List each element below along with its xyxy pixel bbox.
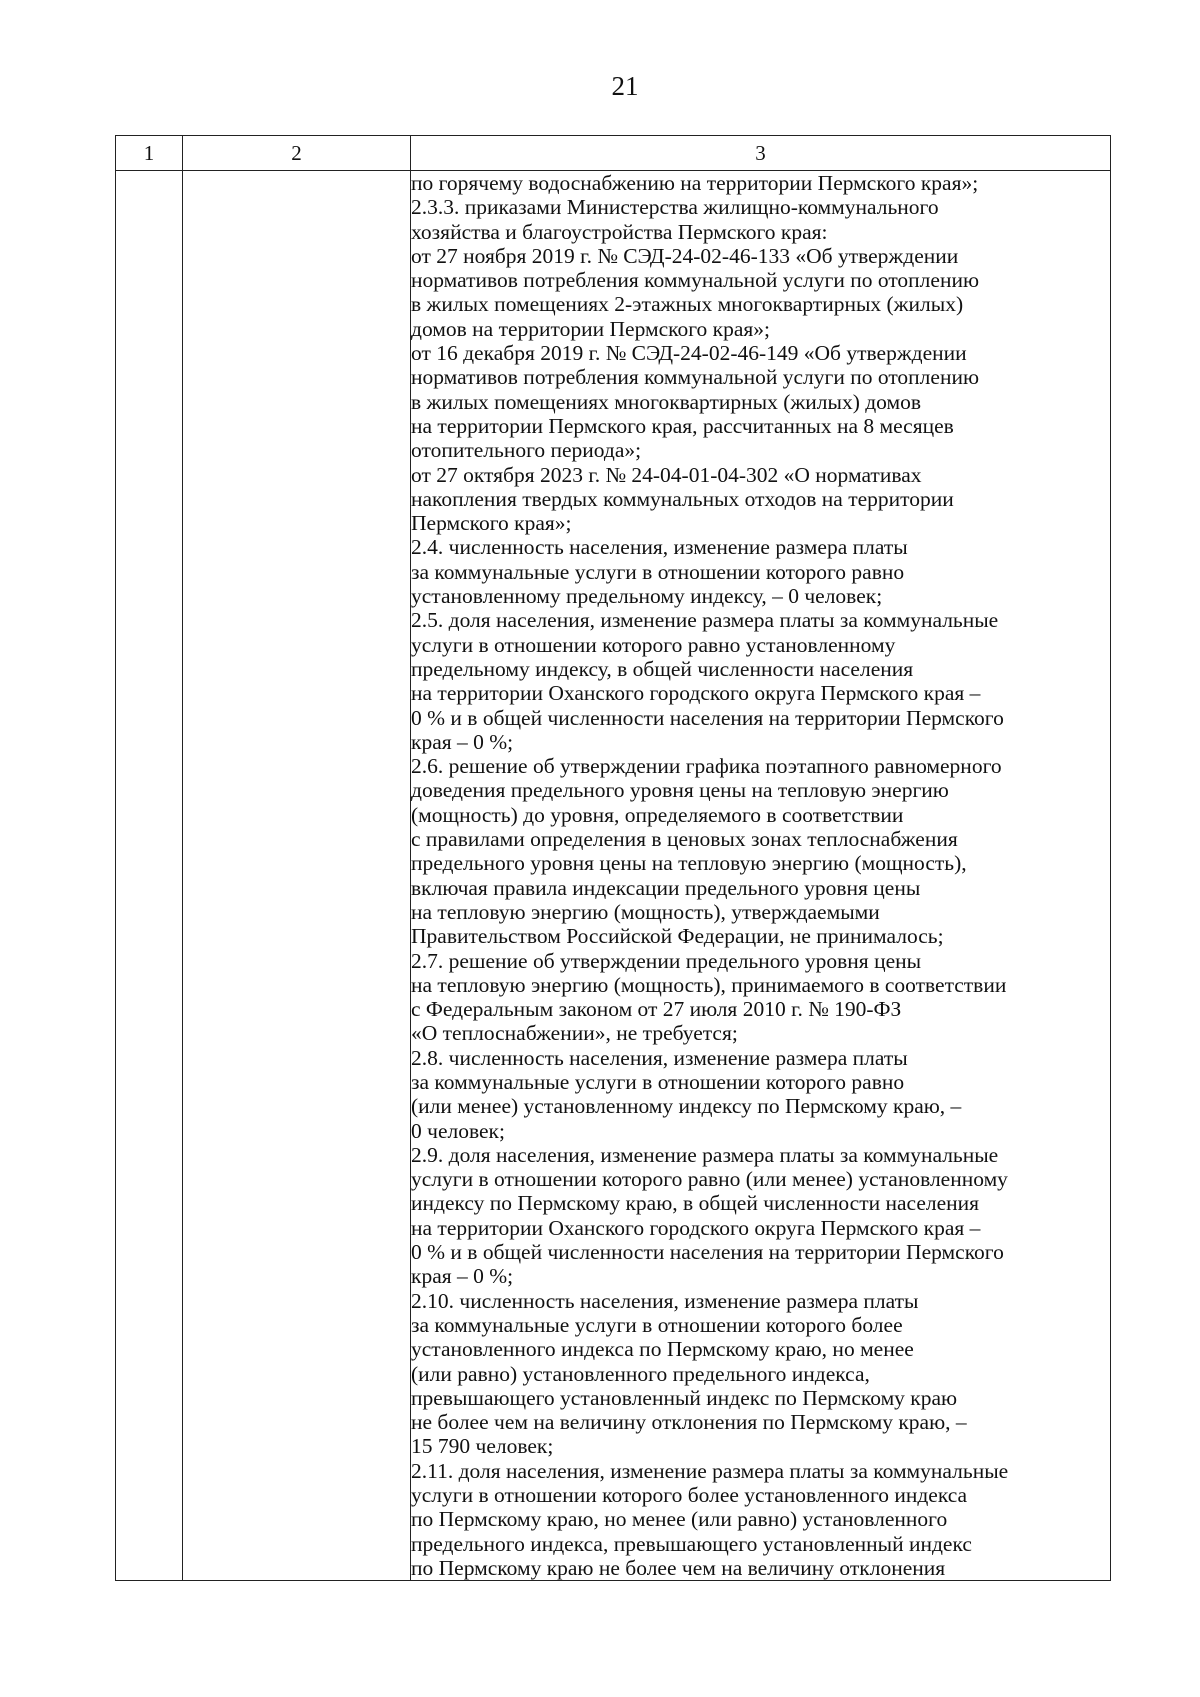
text-line: услуги в отношении которого равно установленному [411,632,896,657]
text-line: по Пермскому краю, но менее (или равно) установленного [411,1507,948,1532]
text-line: 15 790 человек; [411,1434,554,1459]
text-line: за коммунальные услуги в отношении которого равно [411,1069,905,1094]
column-header-3: 3 [411,136,1111,171]
text-line: Пермского края»; [411,511,572,536]
text-line: 2.11. доля населения, изменение размера платы за коммунальные [411,1458,1009,1483]
text-line: 0 % и в общей численности населения на территории Пермского [411,1240,1004,1265]
text-line: с правилами определения в ценовых зонах теплоснабжения [411,827,958,852]
table-row [116,171,1111,1581]
text-line: по Пермскому краю не более чем на величину отклонения [411,1555,946,1580]
text-line: 0 % и в общей численности населения на территории Пермского [411,705,1004,730]
column-3-text [411,171,1110,1580]
column-header-1: 1 [116,136,183,171]
text-line: индексу по Пермскому краю, в общей численности населения [411,1191,980,1216]
text-line: превышающего установленный индекс по Пермскому краю [411,1385,958,1410]
page-number: 21 [611,71,639,101]
column-3-cell [411,171,1111,1581]
text-line: 2.4. численность населения, изменение размера платы [411,535,908,560]
text-line: края – 0 %; [411,729,514,754]
text-line: на тепловую энергию (мощность), принимаемого в соответствии [411,972,1007,997]
text-line: на территории Оханского городского округа Пермского края – [411,681,981,706]
text-line: услуги в отношении которого более установленного индекса [411,1483,968,1508]
text-line: от 16 декабря 2019 г. № СЭД-24-02-46-149 «Об утверждении [411,341,967,366]
table-header-row [116,136,1111,171]
text-line: (мощность) до уровня, определяемого в соответствии [411,802,904,827]
text-line: 2.3.3. приказами Министерства жилищно-коммунального [411,195,939,220]
text-line: в жилых помещениях многоквартирных (жилых) домов [411,389,922,414]
text-line: предельному индексу, в общей численности населения [411,656,914,681]
text-line: за коммунальные услуги в отношении которого более [411,1312,903,1337]
column-2-cell [183,171,411,1581]
text-line: в жилых помещениях 2-этажных многоквартирных (жилых) [411,292,964,317]
text-line: от 27 октября 2023 г. № 24-04-01-04-302 «О нормативах [411,462,922,487]
text-line: 2.7. решение об утверждении предельного уровня цены [411,948,922,973]
text-line: отопительного периода»; [411,438,642,463]
text-line: 2.8. численность населения, изменение размера платы [411,1045,908,1070]
text-line: установленного индекса по Пермскому краю, но менее [411,1337,914,1362]
text-line: 0 человек; [411,1118,505,1143]
text-line: на тепловую энергию (мощность), утверждаемыми [411,899,880,924]
text-line: предельного индекса, превышающего установленный индекс [411,1531,972,1556]
text-line: нормативов потребления коммунальной услуги по отоплению [411,268,980,293]
text-line: на территории Пермского края, рассчитанных на 8 месяцев [411,413,954,438]
text-line: на территории Оханского городского округа Пермского края – [411,1215,981,1240]
text-line: включая правила индексации предельного уровня цены [411,875,921,900]
text-line: услуги в отношении которого равно (или менее) установленному [411,1167,1008,1192]
text-line: нормативов потребления коммунальной услуги по отоплению [411,365,980,390]
text-line: 2.9. доля населения, изменение размера платы за коммунальные [411,1142,999,1167]
text-line: домов на территории Пермского края»; [411,316,771,341]
text-line: по горячему водоснабжению на территории Пермского края»; [411,171,979,195]
column-header-2: 2 [183,136,411,171]
document-table [115,135,1111,1581]
text-line: «О теплоснабжении», не требуется; [411,1021,738,1046]
text-line: не более чем на величину отклонения по Пермскому краю, – [411,1410,967,1435]
text-line: за коммунальные услуги в отношении которого равно [411,559,905,584]
text-line: установленному предельному индексу, – 0 человек; [411,584,883,609]
text-line: накопления твердых коммунальных отходов на территории [411,486,954,511]
text-line: доведения предельного уровня цены на тепловую энергию [411,778,949,803]
text-line: 2.6. решение об утверждении графика поэтапного равномерного [411,754,1002,779]
text-line: от 27 ноября 2019 г. № СЭД-24-02-46-133 «Об утверждении [411,243,959,268]
text-line: (или менее) установленному индексу по Пермскому краю, – [411,1094,962,1119]
text-line: хозяйства и благоустройства Пермского края: [411,219,828,244]
text-line: (или равно) установленного предельного индекса, [411,1361,870,1386]
text-line: 2.10. численность населения, изменение размера платы [411,1288,919,1313]
text-line: края – 0 %; [411,1264,514,1289]
text-line: Правительством Российской Федерации, не принималось; [411,924,944,949]
text-line: предельного уровня цены на тепловую энергию (мощность), [411,851,967,876]
column-1-cell [116,171,183,1581]
text-line: 2.5. доля населения, изменение размера платы за коммунальные [411,608,999,633]
text-line: с Федеральным законом от 27 июля 2010 г. № 190-ФЗ [411,997,902,1022]
